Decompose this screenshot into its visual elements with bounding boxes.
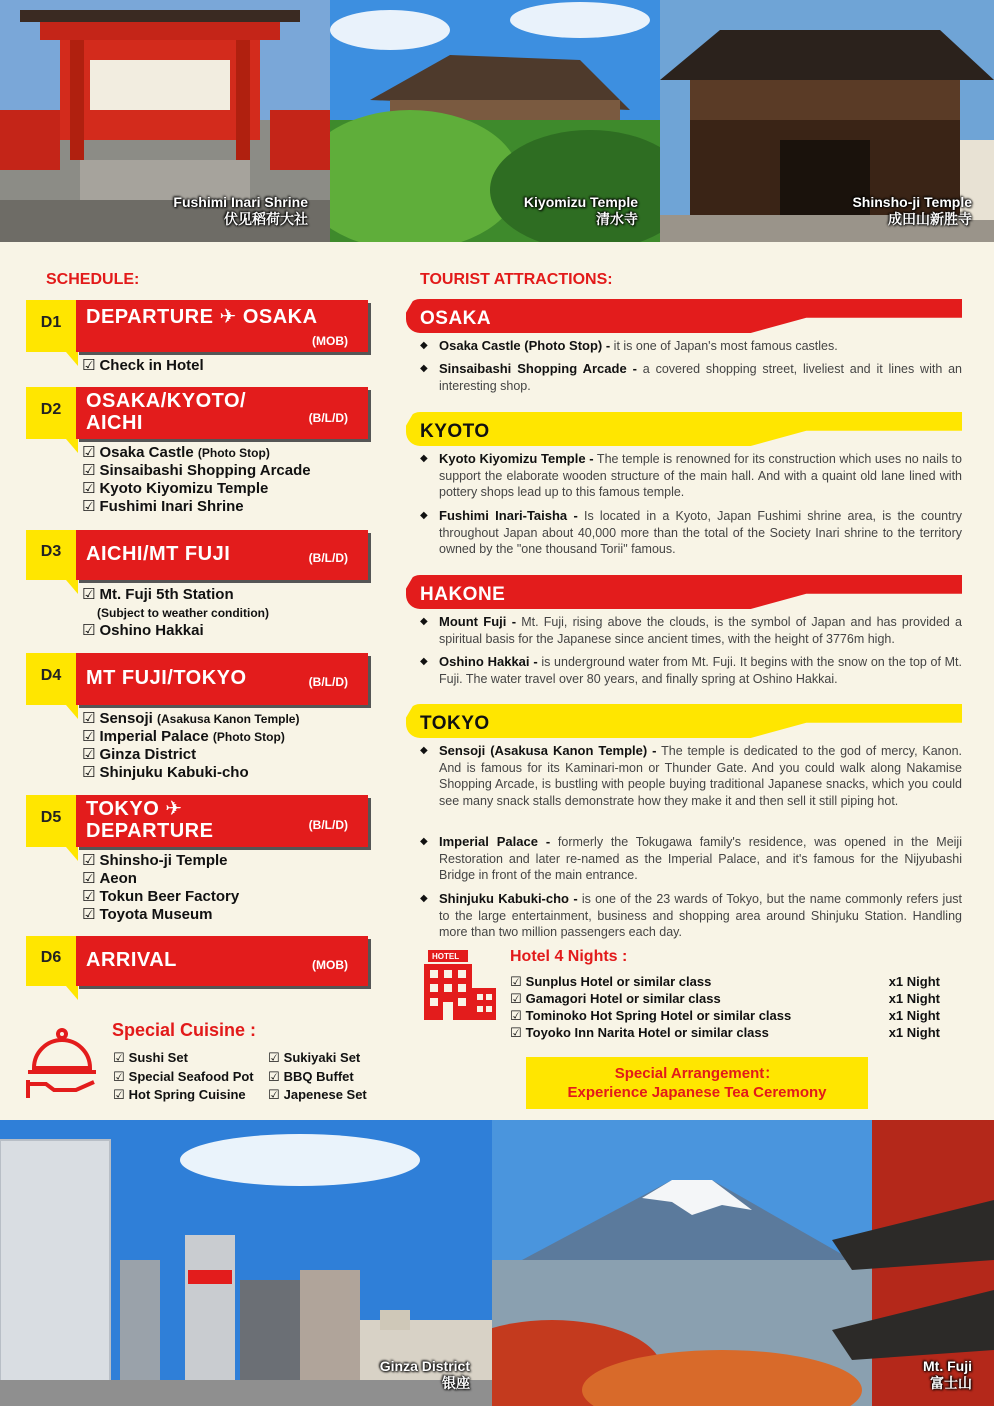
day-block-d6 xyxy=(26,936,368,986)
attractions-title: TOURIST ATTRACTIONS: xyxy=(420,271,613,288)
day-items-d3 xyxy=(82,586,269,640)
day-items-d1 xyxy=(82,357,204,375)
list-item: ☑ BBQ Buffet xyxy=(268,1068,367,1087)
list-item: ☑ Osaka Castle (Photo Stop) xyxy=(82,444,311,462)
day-title: AICHI/MT FUJI xyxy=(86,543,231,565)
day-title: ARRIVAL xyxy=(86,949,177,971)
list-item: ☑ Check in Hotel xyxy=(82,357,204,375)
list-item: ☑ Shinsho-ji Temple xyxy=(82,852,239,870)
day-title: MT FUJI/TOKYO xyxy=(86,667,247,689)
region-osaka xyxy=(406,299,962,333)
attraction-item: ◆ Shinjuku Kabuki-cho - is one of the 23 wards of Tokyo, but the name commonly refers just to the large entertainment, business and shopping area around Shinjuku Station. Handling more than two million passengers each day. xyxy=(420,891,962,941)
photo-caption: Kiyomizu Temple 清水寺 xyxy=(523,194,638,227)
attraction-item: ◆ Fushimi Inari-Taisha - Is located in a Kyoto, Japan Fushimi shrine area, is the country throughout Japan about 40,000 more than the total of the Society Inari shrine to the territory owned by the "one thousand Torii" famous. xyxy=(420,508,962,558)
day-meal: (B/L/D) xyxy=(308,818,348,832)
day-title-bar xyxy=(76,795,368,847)
day-title: OSAKA/KYOTO/ xyxy=(86,390,247,412)
attraction-item: ◆ Sensoji (Asakusa Kanon Temple) - The temple is dedicated to the god of mercy, Kanon. And is famous for its Kaminari-mon or Thunder Gate. And you could walk along Nakamise Shopping Arcade, is bustling with people buying traditional Japanese snacks, which you could see many snack stalls demonstrate how they make it and then sell it still piping hot. xyxy=(420,743,962,809)
day-tag: D4 xyxy=(26,653,76,705)
hotel-title: Hotel 4 Nights : xyxy=(510,948,628,965)
hotel-row: ☑ Gamagori Hotel or similar class x1 Night xyxy=(510,991,940,1007)
region-label: KYOTO xyxy=(420,421,490,442)
attraction-item: ◆ Mount Fuji - Mt. Fuji, rising above the clouds, is the symbol of Japan and has provided a spiritual basis for the Japanese since ancient times, with the height of 3776m high. xyxy=(420,614,962,647)
photo-fushimi-inari xyxy=(0,0,330,242)
photo-caption: Fushimi Inari Shrine 伏见稻荷大社 xyxy=(173,194,308,227)
list-item: ☑ Sukiyaki Set xyxy=(268,1049,367,1068)
hotel-row: ☑ Tominoko Hot Spring Hotel or similar class x1 Night xyxy=(510,1008,940,1024)
day-block-d2 xyxy=(26,387,368,439)
photo-shinshoji xyxy=(660,0,994,242)
day-block-d1 xyxy=(26,300,368,352)
day-meal: (MOB) xyxy=(312,334,348,348)
list-item-note: (Subject to weather condition) xyxy=(97,606,270,620)
day-block-d3 xyxy=(26,530,368,580)
day-meal: (B/L/D) xyxy=(308,675,348,689)
list-item: ☑ Japenese Set xyxy=(268,1086,367,1105)
day-block-d4 xyxy=(26,653,368,705)
region-label: TOKYO xyxy=(420,713,490,734)
hotel-row: ☑ Toyoko Inn Narita Hotel or similar class x1 Night xyxy=(510,1025,940,1041)
special-title: Special Arrangement： xyxy=(614,1065,780,1082)
photo-kiyomizu xyxy=(330,0,660,242)
day-title-bar xyxy=(76,653,368,705)
cuisine-col-1 xyxy=(113,1049,254,1105)
list-item: ☑ Tokun Beer Factory xyxy=(82,888,239,906)
day-meal: (MOB) xyxy=(312,958,348,972)
attraction-item: ◆ Kyoto Kiyomizu Temple - The temple is renowned for its construction which uses no nails to support the elaborate wooden structure of the main hall. And with a quaint old lane lined with pottery shops lead up to this famous temple. xyxy=(420,451,962,501)
attraction-item: ◆ Imperial Palace - formerly the Tokugawa family's residence, was opened in the Meiji Restoration and later re-named as the Imperial Palace, and it's famous for the Nijyubashi Bridge in front of the main entrance. xyxy=(420,834,962,884)
photo-mt-fuji xyxy=(492,1120,994,1406)
day-tag: D1 xyxy=(26,300,76,352)
list-item: ☑ Sensoji (Asakusa Kanon Temple) xyxy=(82,710,299,728)
photo-ginza xyxy=(0,1120,492,1406)
day-meal: (B/L/D) xyxy=(308,551,348,565)
list-item: ☑ Kyoto Kiyomizu Temple xyxy=(82,480,311,498)
list-item: ☑ Ginza District xyxy=(82,746,299,764)
cuisine-title: Special Cuisine : xyxy=(112,1020,257,1040)
day-items-d5 xyxy=(82,852,239,924)
list-item: ☑ Toyota Museum xyxy=(82,906,239,924)
region-kyoto xyxy=(406,412,962,446)
list-item: ☑ Imperial Palace (Photo Stop) xyxy=(82,728,299,746)
attraction-item: ◆ Oshino Hakkai - is underground water from Mt. Fuji. It begins with the snow on the top of Mt. Fuji. The water travel over 80 years, and finally spring at Oshino Hakkai. xyxy=(420,654,962,687)
day-title-bar xyxy=(76,387,368,439)
special-detail: Experience Japanese Tea Ceremony xyxy=(567,1084,827,1101)
list-item: ☑ Mt. Fuji 5th Station xyxy=(82,586,269,604)
day-title-bar xyxy=(76,300,368,352)
list-item: ☑ Fushimi Inari Shrine xyxy=(82,498,311,516)
list-item: ☑ Special Seafood Pot xyxy=(113,1068,254,1087)
region-label: HAKONE xyxy=(420,584,506,605)
photo-caption: Ginza District 银座 xyxy=(379,1358,470,1391)
day-title: TOKYO ✈ xyxy=(86,798,183,820)
list-item: ☑ Shinjuku Kabuki-cho xyxy=(82,764,299,782)
region-label: OSAKA xyxy=(420,308,492,329)
cuisine-col-2 xyxy=(268,1049,367,1105)
photo-caption: Shinsho-ji Temple 成田山新胜寺 xyxy=(852,194,972,227)
list-item: ☑ Oshino Hakkai xyxy=(82,622,269,640)
day-items-d4 xyxy=(82,710,299,782)
list-item: ☑ Sinsaibashi Shopping Arcade xyxy=(82,462,311,480)
day-tag: D3 xyxy=(26,530,76,580)
hotel-row: ☑ Sunplus Hotel or similar class x1 Night xyxy=(510,974,940,990)
list-item: ☑ Sushi Set xyxy=(113,1049,254,1068)
schedule-title: SCHEDULE: xyxy=(46,271,140,288)
day-block-d5 xyxy=(26,795,368,847)
day-title-bar xyxy=(76,936,368,986)
day-title-line2: DEPARTURE xyxy=(86,820,214,842)
day-items-d2 xyxy=(82,444,311,516)
hotel-icon xyxy=(422,950,498,1022)
day-tag: D5 xyxy=(26,795,76,847)
photo-caption: Mt. Fuji 富士山 xyxy=(923,1358,972,1391)
day-tag: D2 xyxy=(26,387,76,439)
day-title-line2: AICHI xyxy=(86,412,143,434)
hotel-sign: HOTEL xyxy=(432,952,460,961)
region-tokyo xyxy=(406,704,962,738)
attraction-item: ◆ Osaka Castle (Photo Stop) - it is one of Japan's most famous castles. xyxy=(420,338,962,355)
list-item: ☑ Aeon xyxy=(82,870,239,888)
list-item: ☑ Hot Spring Cuisine xyxy=(113,1086,254,1105)
special-arrangement-box xyxy=(526,1057,868,1109)
day-title-bar xyxy=(76,530,368,580)
attraction-item: ◆ Sinsaibashi Shopping Arcade - a covered shopping street, liveliest and it lines with an interesting shop. xyxy=(420,361,962,394)
day-tag: D6 xyxy=(26,936,76,986)
region-hakone xyxy=(406,575,962,609)
cloche-icon xyxy=(24,1026,100,1102)
day-title: DEPARTURE ✈ OSAKA xyxy=(86,306,318,328)
day-meal: (B/L/D) xyxy=(308,411,348,425)
